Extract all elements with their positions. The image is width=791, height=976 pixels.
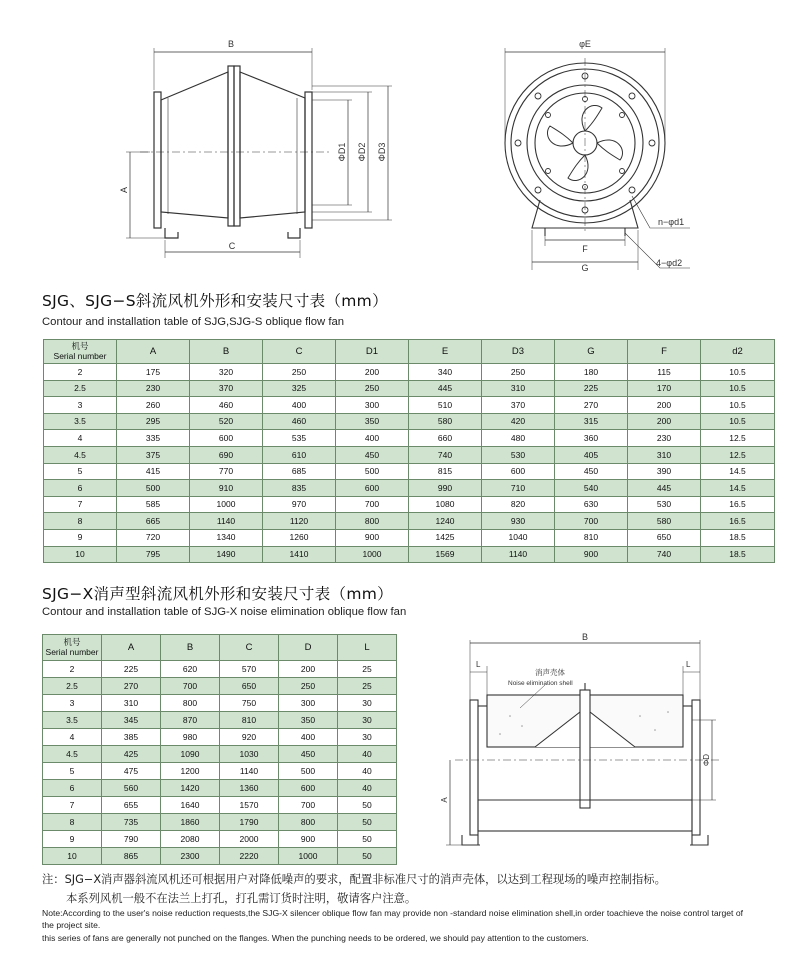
table-cell: 14.5 [701,480,775,497]
header-cell: A [117,340,190,364]
table-cell: 225 [555,380,628,397]
table-cell: 800 [336,513,409,530]
note-en-2: the project site. [42,920,101,930]
table-cell: 10.5 [701,397,775,414]
table-cell: 500 [279,763,338,780]
table-cell: 665 [117,513,190,530]
table-cell: 300 [279,695,338,712]
table-cell: 450 [279,746,338,763]
dim-label-l-right: L [686,660,691,669]
table-cell: 400 [263,397,336,414]
table-cell: 700 [161,678,220,695]
table-cell: 970 [263,496,336,513]
dim-label-b: B [227,39,235,49]
table-cell: 1240 [409,513,482,530]
header-cell: G [555,340,628,364]
table-cell: 600 [279,780,338,797]
serial-number-cell: 6 [44,480,117,497]
table-cell: 1420 [161,780,220,797]
serial-number-cell: 3.5 [44,413,117,430]
table-cell: 350 [336,413,409,430]
table-cell: 400 [336,430,409,447]
table-cell: 12.5 [701,430,775,447]
table-cell: 520 [190,413,263,430]
header-cell: C [220,635,279,661]
table-cell: 530 [628,496,701,513]
table-cell: 735 [102,814,161,831]
table-cell: 415 [117,463,190,480]
header-cell: B [161,635,220,661]
table-cell: 585 [117,496,190,513]
table-cell: 18.5 [701,529,775,546]
table-cell: 685 [263,463,336,480]
table-cell: 1000 [190,496,263,513]
table-cell: 335 [117,430,190,447]
dim-label-d: ΦD [702,753,711,767]
table-cell: 25 [338,678,397,695]
serial-number-cell: 9 [43,831,102,848]
table-cell: 1080 [409,496,482,513]
serial-number-cell: 7 [44,496,117,513]
table-cell: 385 [102,729,161,746]
table-cell: 720 [117,529,190,546]
section1-subtitle: Contour and installation table of SJG,SJG-S oblique flow fan [42,316,345,328]
table-cell: 460 [190,397,263,414]
serial-number-cell: 3.5 [43,712,102,729]
table-cell: 480 [482,430,555,447]
header-cell: D1 [336,340,409,364]
serial-number-cell: 4.5 [43,746,102,763]
dim-label-d1-holes: n−φd1 [658,217,685,227]
table-cell: 800 [279,814,338,831]
table-cell: 600 [336,480,409,497]
header-cell: D [279,635,338,661]
table-cell: 460 [263,413,336,430]
table-cell: 40 [338,746,397,763]
serial-number-cell: 10 [44,546,117,563]
header-cell: L [338,635,397,661]
dim-label-b: B [581,632,589,642]
table-cell: 300 [336,397,409,414]
table-cell: 425 [102,746,161,763]
table-cell: 710 [482,480,555,497]
table-cell: 560 [102,780,161,797]
table-cell: 50 [338,797,397,814]
serial-number-cell: 2 [44,364,117,381]
table-cell: 2220 [220,848,279,865]
section2-subtitle: Contour and installation table of SJG-X noise elimination oblique flow fan [42,606,407,618]
table-cell: 310 [628,446,701,463]
table-cell: 370 [190,380,263,397]
table-cell: 1490 [190,546,263,563]
table-cell: 610 [263,446,336,463]
table-cell: 1140 [482,546,555,563]
table-cell: 18.5 [701,546,775,563]
table-cell: 405 [555,446,628,463]
dim-label-d2-holes: 4−φd2 [656,258,683,268]
table-cell: 390 [628,463,701,480]
table-cell: 50 [338,831,397,848]
table-cell: 600 [482,463,555,480]
table-cell: 40 [338,780,397,797]
table-cell: 310 [482,380,555,397]
table-cell: 260 [117,397,190,414]
table-cell: 315 [555,413,628,430]
table-cell: 1040 [482,529,555,546]
table-cell: 475 [102,763,161,780]
table-cell: 200 [336,364,409,381]
table-cell: 1425 [409,529,482,546]
table-cell: 2300 [161,848,220,865]
table-cell: 910 [190,480,263,497]
table-cell: 510 [409,397,482,414]
table-cell: 2000 [220,831,279,848]
dim-label-d1: ΦD1 [337,142,347,162]
table-cell: 420 [482,413,555,430]
table-cell: 180 [555,364,628,381]
table-cell: 810 [220,712,279,729]
table-cell: 1570 [220,797,279,814]
table-cell: 1360 [220,780,279,797]
table-cell: 250 [482,364,555,381]
table-cell: 700 [555,513,628,530]
table-cell: 870 [161,712,220,729]
table-cell: 10.5 [701,364,775,381]
table-cell: 230 [117,380,190,397]
serial-number-cell: 3 [44,397,117,414]
table-cell: 865 [102,848,161,865]
table-cell: 360 [555,430,628,447]
table-cell: 500 [117,480,190,497]
header-cell: F [628,340,701,364]
serial-number-cell: 2.5 [43,678,102,695]
table-cell: 580 [628,513,701,530]
table-cell: 30 [338,729,397,746]
serial-number-cell: 4 [43,729,102,746]
table-cell: 250 [279,678,338,695]
header-cell: D3 [482,340,555,364]
dim-label-e: φE [579,39,591,49]
table-cell: 200 [628,397,701,414]
table-cell: 50 [338,814,397,831]
table-cell: 1200 [161,763,220,780]
table-cell: 770 [190,463,263,480]
header-cell: A [102,635,161,661]
table-cell: 250 [263,364,336,381]
shell-label-en: Noise elimination shell [508,680,573,687]
header-cell: B [190,340,263,364]
table-cell: 790 [102,831,161,848]
table-cell: 345 [102,712,161,729]
table-cell: 270 [555,397,628,414]
table-cell: 12.5 [701,446,775,463]
dim-label-g: G [581,263,589,273]
header-serial-number: 机号 Serial number [43,635,102,661]
dim-label-f: F [582,244,588,254]
table-cell: 1790 [220,814,279,831]
note-cn-2: 本系列风机一般不在法兰上打孔，打孔需订货时注明，敬请客户注意。 [66,892,417,905]
table-cell: 370 [482,397,555,414]
serial-number-cell: 8 [43,814,102,831]
table-cell: 1410 [263,546,336,563]
dim-label-a: A [119,186,129,194]
table-cell: 115 [628,364,701,381]
serial-number-cell: 10 [43,848,102,865]
dim-label-a: A [440,797,449,803]
table-cell: 400 [279,729,338,746]
table-cell: 1000 [279,848,338,865]
table-cell: 1569 [409,546,482,563]
table-cell: 450 [555,463,628,480]
table-cell: 1000 [336,546,409,563]
table-cell: 270 [102,678,161,695]
table-cell: 50 [338,848,397,865]
table-cell: 200 [628,413,701,430]
table-cell: 535 [263,430,336,447]
table-cell: 175 [117,364,190,381]
table-cell: 2080 [161,831,220,848]
table-cell: 900 [336,529,409,546]
table-cell: 620 [161,661,220,678]
table-cell: 310 [102,695,161,712]
table-cell: 815 [409,463,482,480]
table-cell: 690 [190,446,263,463]
shell-label-cn: 消声壳体 [535,668,565,677]
table-cell: 570 [220,661,279,678]
table-cell: 30 [338,712,397,729]
table-cell: 10.5 [701,380,775,397]
table-cell: 800 [161,695,220,712]
table-cell: 10.5 [701,413,775,430]
table-cell: 1120 [263,513,336,530]
table-cell: 740 [628,546,701,563]
table-cell: 445 [409,380,482,397]
serial-number-cell: 5 [44,463,117,480]
table-cell: 25 [338,661,397,678]
table-cell: 1640 [161,797,220,814]
serial-number-cell: 7 [43,797,102,814]
table-cell: 930 [482,513,555,530]
table-cell: 1140 [190,513,263,530]
note-cn-1: 注：SJG−X消声器斜流风机还可根据用户对降低噪声的要求，配置非标准尺寸的消声壳体，以达到工程现场的噪声控制指标。 [42,873,666,886]
table-cell: 820 [482,496,555,513]
table-cell: 700 [336,496,409,513]
note-en-1: Note:According to the user's noise reduction requests,the SJG-X silencer oblique flow fan may provide non -standard noise elimination shell,in order toachieve the noise control target of [42,908,743,918]
table-cell: 350 [279,712,338,729]
table-cell: 250 [336,380,409,397]
table-cell: 740 [409,446,482,463]
serial-number-cell: 6 [43,780,102,797]
table-cell: 1140 [220,763,279,780]
serial-number-cell: 9 [44,529,117,546]
table-cell: 835 [263,480,336,497]
table-cell: 445 [628,480,701,497]
table-cell: 14.5 [701,463,775,480]
serial-number-cell: 3 [43,695,102,712]
table-cell: 920 [220,729,279,746]
header-cell: E [409,340,482,364]
header-cell: C [263,340,336,364]
serial-number-cell: 4 [44,430,117,447]
table-cell: 225 [102,661,161,678]
table-cell: 325 [263,380,336,397]
table-cell: 580 [409,413,482,430]
table-cell: 500 [336,463,409,480]
serial-number-cell: 4.5 [44,446,117,463]
dim-label-d3: ΦD3 [377,142,387,162]
table-cell: 295 [117,413,190,430]
serial-number-cell: 2 [43,661,102,678]
header-serial-number: 机号 Serial number [44,340,117,364]
table-cell: 40 [338,763,397,780]
table-cell: 650 [628,529,701,546]
table-cell: 230 [628,430,701,447]
table-cell: 630 [555,496,628,513]
table-cell: 450 [336,446,409,463]
table-cell: 540 [555,480,628,497]
table-cell: 340 [409,364,482,381]
table-cell: 600 [190,430,263,447]
table-cell: 1030 [220,746,279,763]
table-cell: 655 [102,797,161,814]
serial-number-cell: 2.5 [44,380,117,397]
serial-number-cell: 5 [43,763,102,780]
dim-label-c: C [228,241,236,251]
table-cell: 900 [555,546,628,563]
table-cell: 16.5 [701,513,775,530]
section2-title: SJG−X消声型斜流风机外形和安装尺寸表（mm） [42,585,393,603]
table-cell: 170 [628,380,701,397]
table-cell: 990 [409,480,482,497]
table-cell: 200 [279,661,338,678]
table-cell: 1860 [161,814,220,831]
table-cell: 1260 [263,529,336,546]
table-cell: 810 [555,529,628,546]
table-cell: 375 [117,446,190,463]
note-en-3: this series of fans are generally not punched on the flanges. When the punching needs to be ordered, we should pay attention to the customers. [42,933,589,943]
table-cell: 700 [279,797,338,814]
dim-label-d2: ΦD2 [357,142,367,162]
table-cell: 530 [482,446,555,463]
table-cell: 660 [409,430,482,447]
table-cell: 795 [117,546,190,563]
table-cell: 900 [279,831,338,848]
dim-label-l-left: L [476,660,481,669]
table-cell: 980 [161,729,220,746]
table-cell: 16.5 [701,496,775,513]
table-cell: 650 [220,678,279,695]
table-cell: 320 [190,364,263,381]
section1-title: SJG、SJG−S斜流风机外形和安装尺寸表（mm） [42,292,388,310]
table-cell: 750 [220,695,279,712]
table-cell: 30 [338,695,397,712]
header-cell: d2 [701,340,775,364]
table-cell: 1090 [161,746,220,763]
table-cell: 1340 [190,529,263,546]
serial-number-cell: 8 [44,513,117,530]
